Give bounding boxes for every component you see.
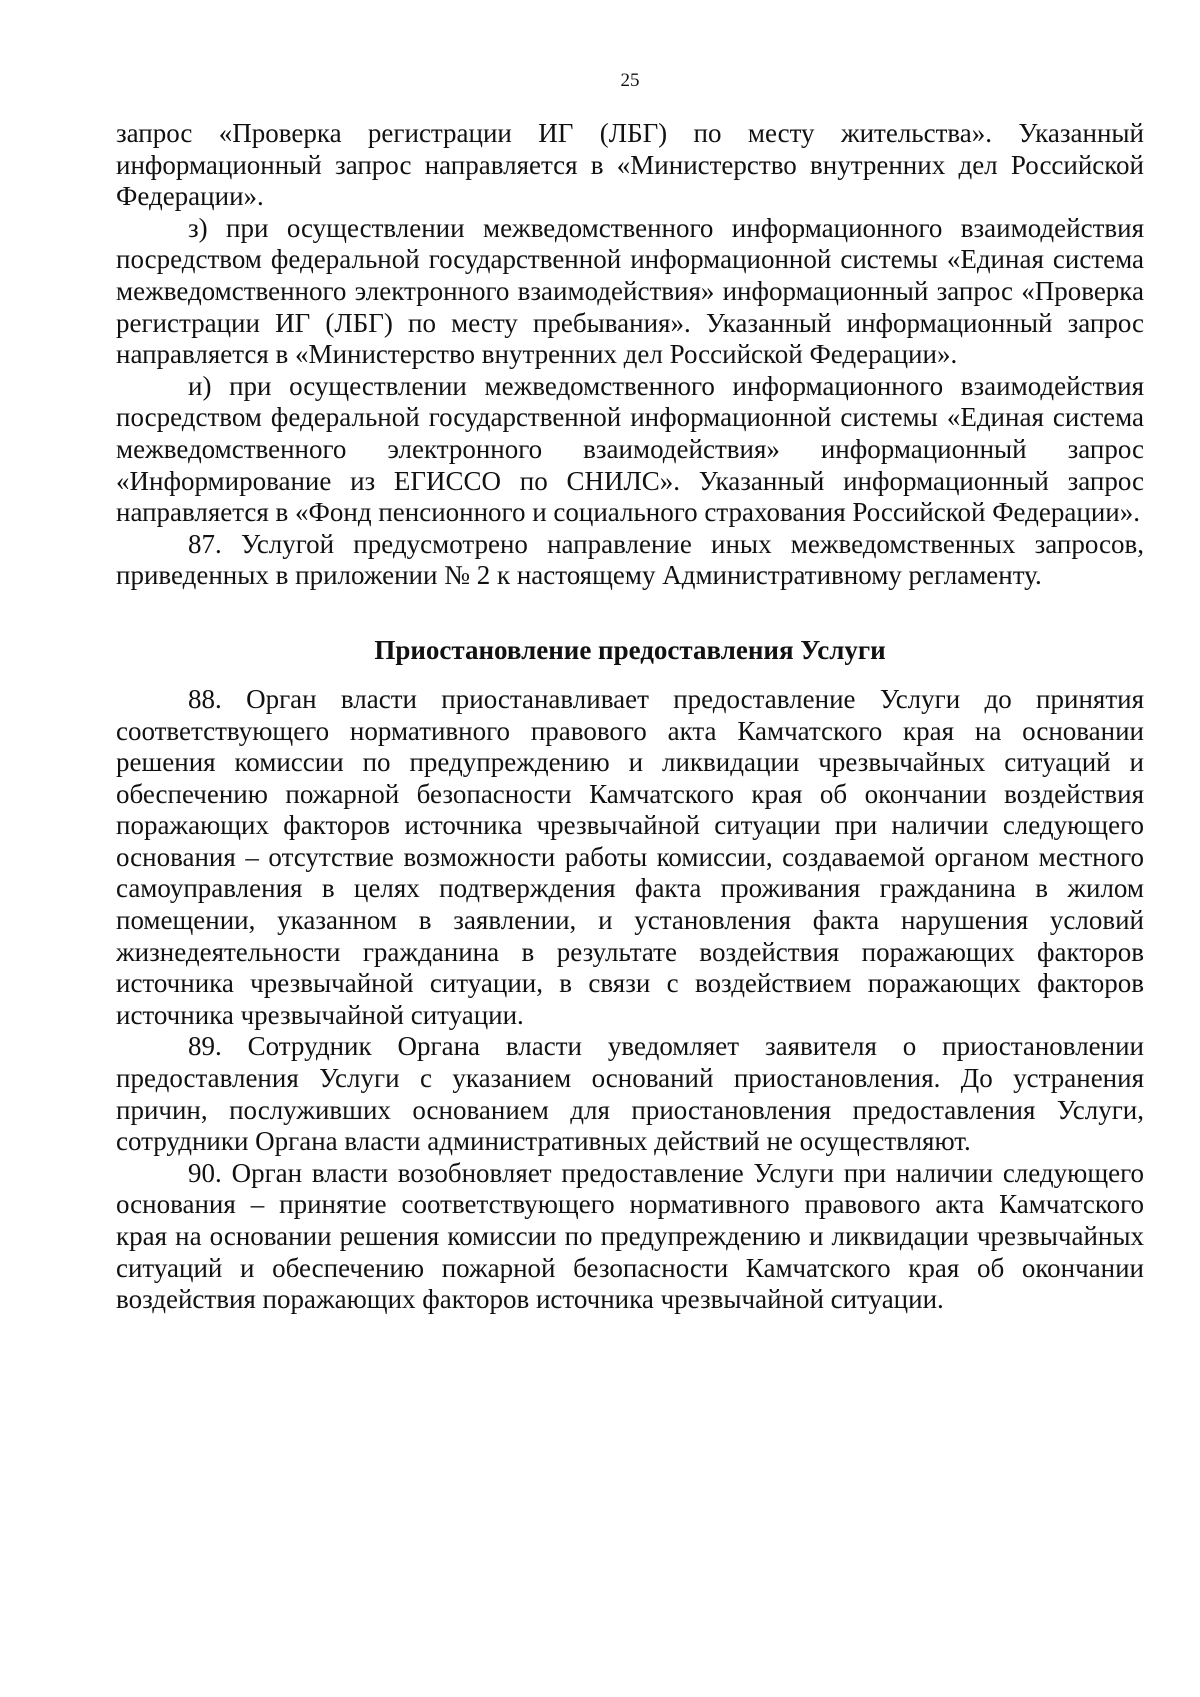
paragraph-90: 90. Орган власти возобновляет предоставление Услуги при наличии следующего основания – принятие соответствующего нормативного правового акта Камчатского края на основании решения комиссии по предупреждению и ликвидации чрезвычайных ситуаций и обеспечению пожарной безопасности Камчатского края об окончании воздействия поражающих факторов источника чрезвычайной ситуации. bbox=[116, 1157, 1144, 1315]
section-heading: Приостановление предоставления Услуги bbox=[374, 634, 886, 665]
page-number: 25 bbox=[620, 70, 640, 91]
paragraph-88: 88. Орган власти приостанавливает предоставление Услуги до принятия соответствующего нормативного правового акта Камчатского края на основании решения комиссии по предупреждению и ликвидации чрезвычайных ситуаций и обеспечению пожарной безопасности Камчатского края об окончании воздействия поражающих факторов источника чрезвычайной ситуации при наличии следующего основания – отсутствие возможности работы комиссии, создаваемой органом местного самоуправления в целях подтверждения факта проживания гражданина в жилом помещении, указанном в заявлении, и установления факта нарушения условий жизнедеятельности гражданина в результате воздействия поражающих факторов источника чрезвычайной ситуации, в связи с воздействием поражающих факторов источника чрезвычайной ситуации. bbox=[116, 683, 1144, 1030]
paragraph-89: 89. Сотрудник Органа власти уведомляет заявителя о приостановлении предоставления Услуги с указанием оснований приостановления. До устранения причин, послуживших основанием для приостановления предоставления Услуги, сотрудники Органа власти административных действий не осуществляют. bbox=[116, 1031, 1144, 1157]
document-body bbox=[116, 118, 1144, 1316]
paragraph-87: 87. Услугой предусмотрено направление иных межведомственных запросов, приведенных в приложении № 2 к настоящему Административному регламенту. bbox=[116, 528, 1144, 591]
paragraph-continuation: запрос «Проверка регистрации ИГ (ЛБГ) по месту жительства». Указанный информационный запрос направляется в «Министерство внутренних дел Российской Федерации». bbox=[116, 118, 1144, 212]
paragraph-item-i: и) при осуществлении межведомственного информационного взаимодействия посредством федеральной государственной информационной системы «Единая система межведомственного электронного взаимодействия» информационный запрос «Информирование из ЕГИССО по СНИЛС». Указанный информационный запрос направляется в «Фонд пенсионного и социального страхования Российской Федерации». bbox=[116, 370, 1144, 528]
paragraph-item-z: з) при осуществлении межведомственного информационного взаимодействия посредством федеральной государственной информационной системы «Единая система межведомственного электронного взаимодействия» информационный запрос «Проверка регистрации ИГ (ЛБГ) по месту пребывания». Указанный информационный запрос направляется в «Министерство внутренних дел Российской Федерации». bbox=[116, 212, 1144, 370]
